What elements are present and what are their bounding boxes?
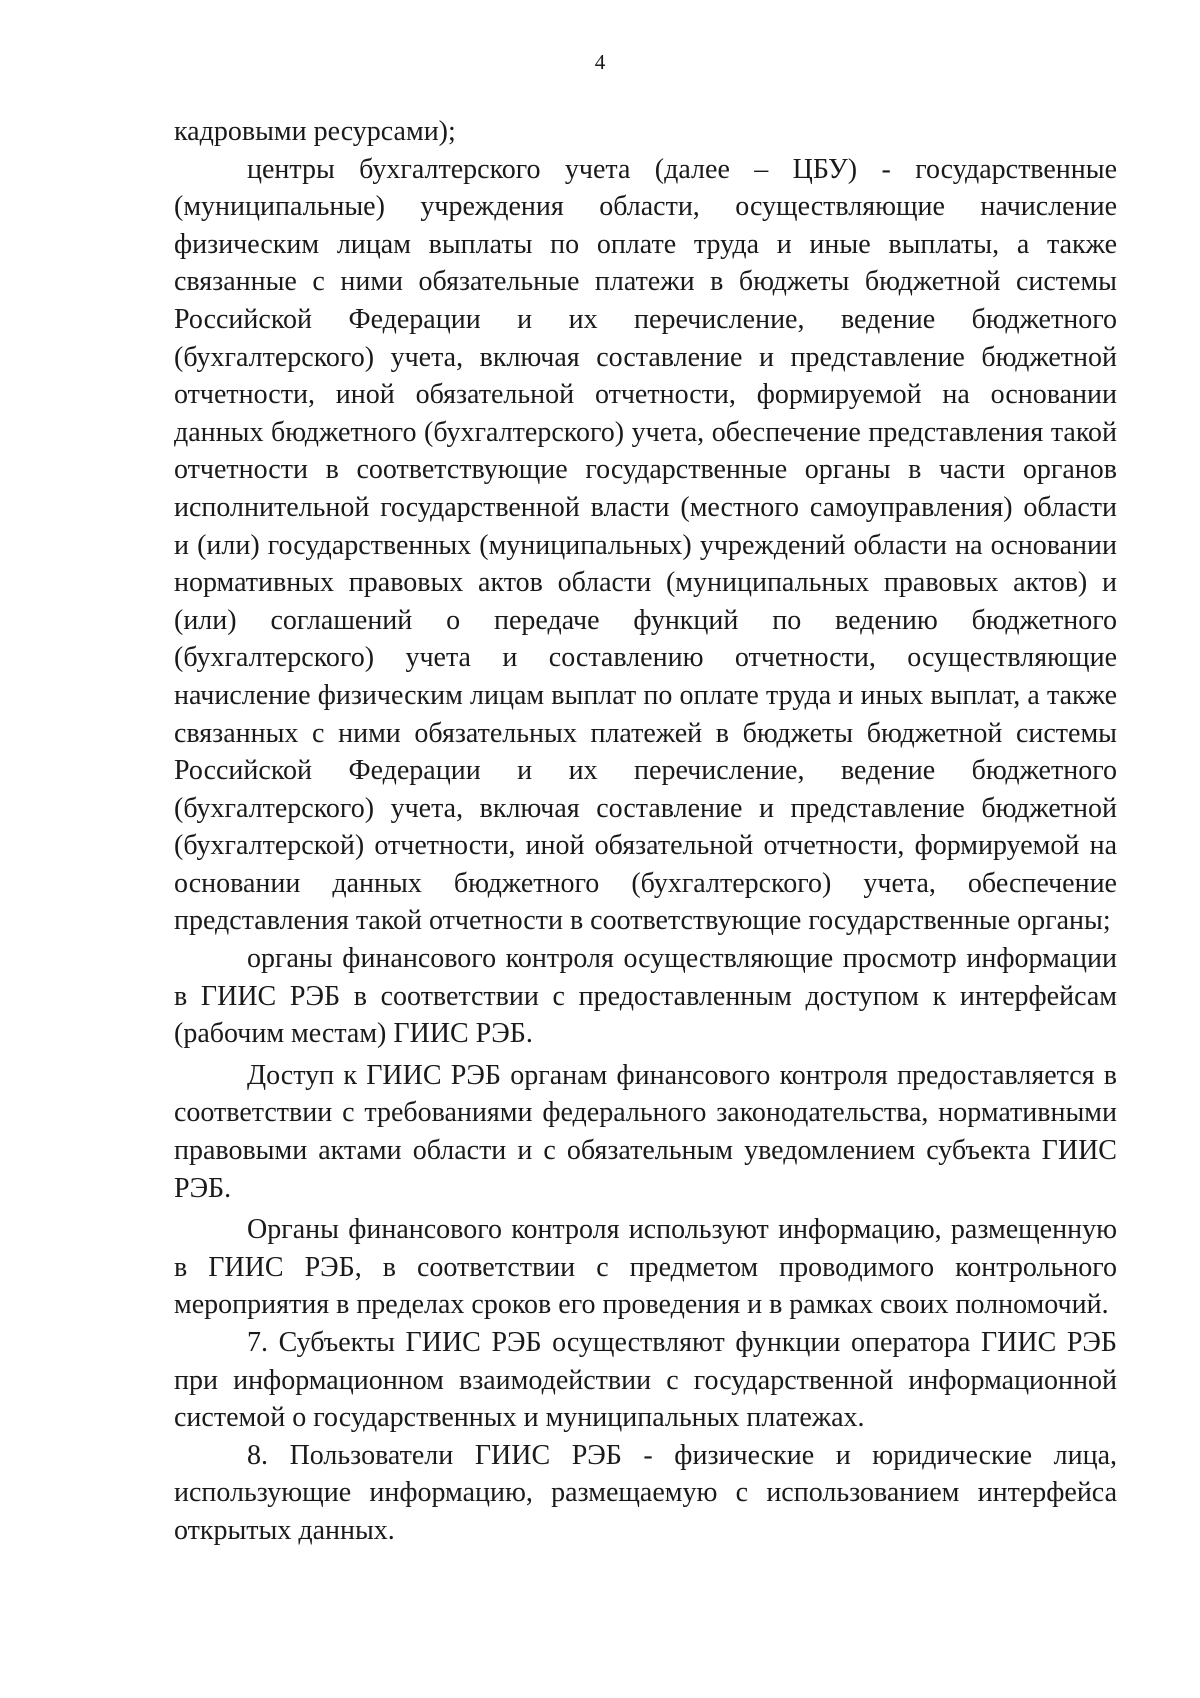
paragraph-continuation: кадровыми ресурсами); [174,116,456,147]
paragraph-information-usage: Органы финансового контроля используют информацию, размещенную в ГИИС РЭБ, в соответствии с предметом проводимого контрольного мероприятия в пределах сроков его проведения и в рамках своих полномочий. [174,1214,1117,1321]
paragraph-item-7: 7. Субъекты ГИИС РЭБ осуществляют функции оператора ГИИС РЭБ при информационном взаимодействии с государственной информационной системой о государственных и муниципальных платежах. [174,1327,1117,1434]
paragraph-financial-control-bodies: органы финансового контроля осуществляющие просмотр информации в ГИИС РЭБ в соответствии с предоставленным доступом к интерфейсам (рабочим местам) ГИИС РЭБ. [174,943,1117,1050]
paragraph-item-8: 8. Пользователи ГИИС РЭБ - физические и юридические лица, использующие информацию, размещаемую с использованием интерфейса открытых данных. [174,1439,1117,1546]
paragraph-tsbu-definition: центры бухгалтерского учета (далее – ЦБУ) - государственные (муниципальные) учреждения области, осуществляющие начисление физическим лицам выплаты по оплате труда и иные выплаты, а также связанные с ними обязательные платежи в бюджеты бюджетной системы Российской Федерации и их перечисление, ведение бюджетного (бухгалтерского) учета, включая составление и представление бюджетной отчетности, иной обязательной отчетности, формируемой на основании данных бюджетного (бухгалтерского) учета, обеспечение представления такой отчетности в соответствующие государственные органы в части органов исполнительной государственной власти (местного самоуправления) области и (или) государственных (муниципальных) учреждений области на основании нормативных правовых актов области (муниципальных правовых актов) и (или) соглашений о передаче функций по ведению бюджетного (бухгалтерского) учета и составлению отчетности, осуществляющие начисление физическим лицам выплат по оплате труда и иных выплат, а также связанных с ними обязательных платежей в бюджеты бюджетной системы Российской Федерации и их перечисление, ведение бюджетного (бухгалтерского) учета, включая составление и представление бюджетной (бухгалтерской) отчетности, иной обязательной отчетности, формируемой на основании данных бюджетного (бухгалтерского) учета, обеспечение представления такой отчетности в соответствующие государственные органы; [174,153,1117,937]
paragraph-access-rules: Доступ к ГИИС РЭБ органам финансового контроля предоставляется в соответствии с требованиями федерального законодательства, нормативными правовыми актами области и с обязательным уведомлением субъекта ГИИС РЭБ. [174,1059,1117,1204]
page-number: 4 [594,50,606,74]
document-body [174,113,1117,1550]
